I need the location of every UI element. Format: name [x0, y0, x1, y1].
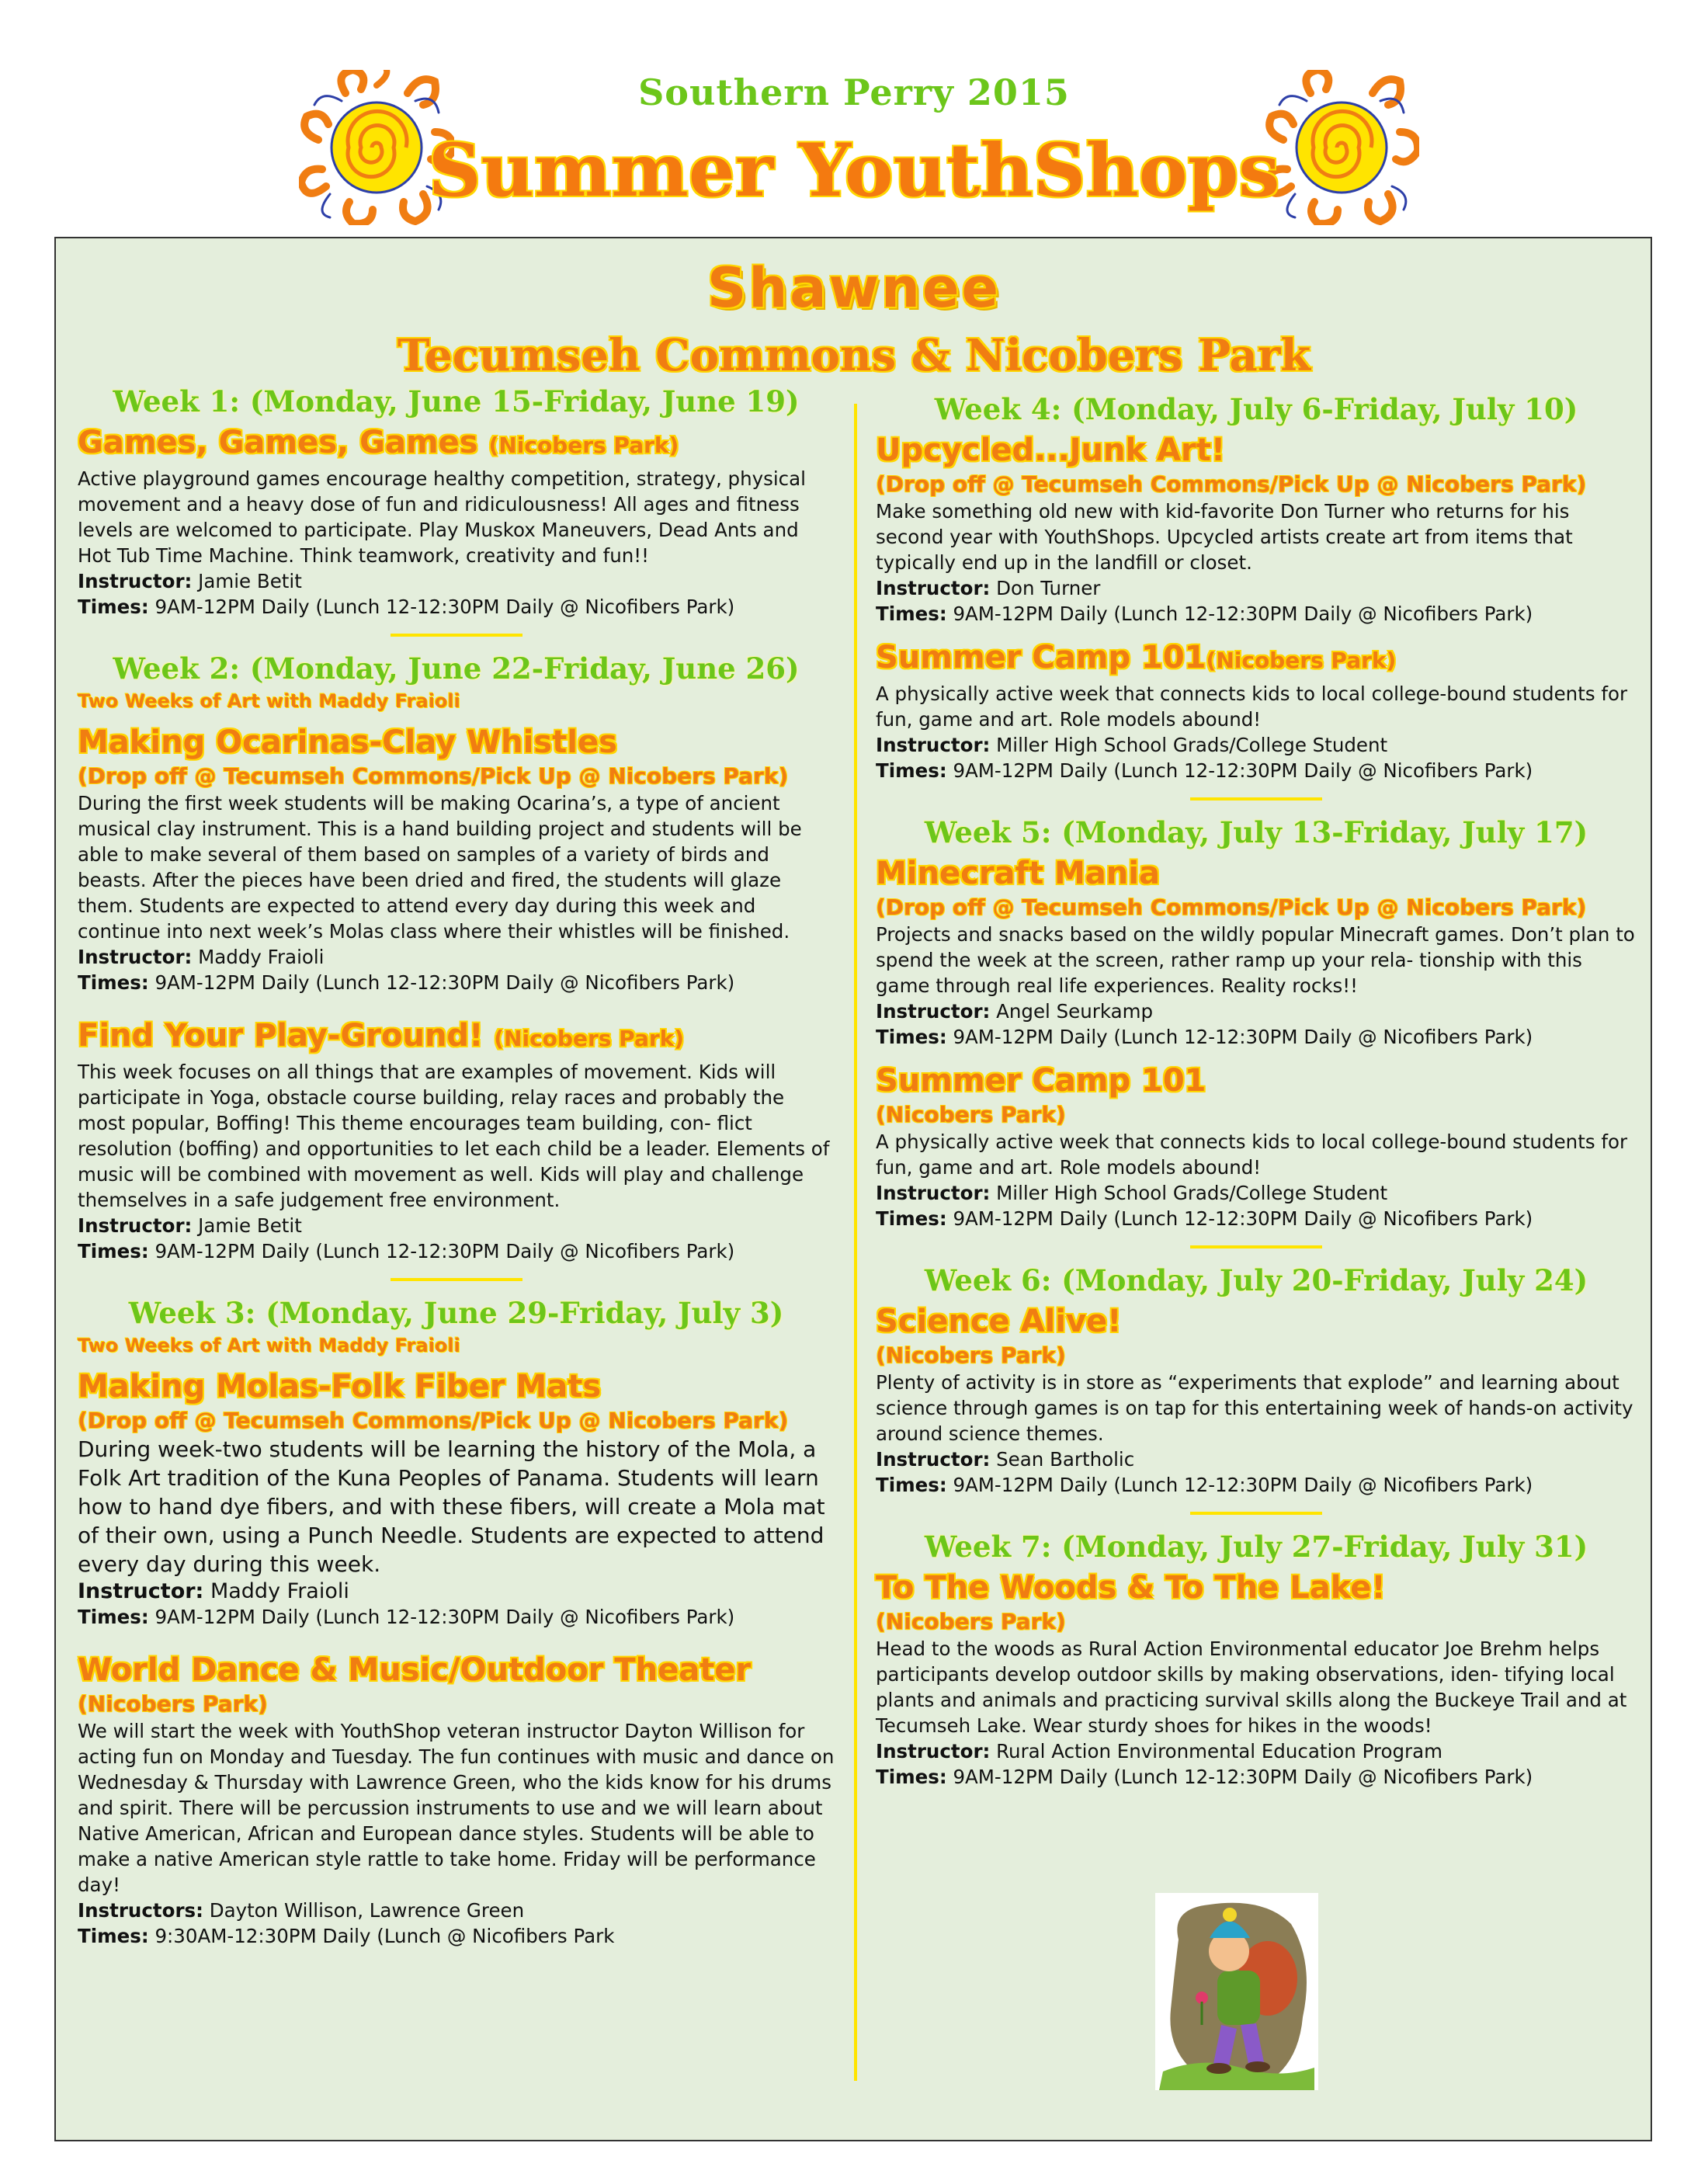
divider: [1190, 1512, 1322, 1515]
course-instructor: Instructor: Miller High School Grads/College Student: [876, 1182, 1388, 1204]
course-description: Active playground games encourage healthy competition, strategy, physical movement and a heavy dose of fun and ridiculousness! All ages and fitness levels are welcomed to participate. Play Muskox Maneuvers, Dead Ants and Hot Tub Time Machine. Think teamwork, creativity and fun!!: [78, 467, 806, 567]
course-times: Times: 9AM-12PM Daily (Lunch 12-12:30PM Daily @ Nicofibers Park): [78, 1240, 735, 1262]
course-times: Times: 9:30AM-12:30PM Daily (Lunch @ Nicofibers Park: [78, 1925, 615, 1947]
course-location: (Drop off @ Tecumseh Commons/Pick Up @ Nicobers Park): [78, 763, 789, 789]
course-location: (Nicobers Park): [876, 1342, 1066, 1368]
course-times: Times: 9AM-12PM Daily (Lunch 12-12:30PM Daily @ Nicofibers Park): [876, 603, 1533, 625]
course-times: Times: 9AM-12PM Daily (Lunch 12-12:30PM Daily @ Nicofibers Park): [78, 1606, 735, 1628]
course-description: Head to the woods as Rural Action Environmental educator Joe Brehm helps participants develop outdoor skills by making observations, iden- tifying local plants and animals and practicing survival skills along the Buckeye Trail and at Tecumseh Lake. Wear sturdy shoes for hikes in the woods!: [876, 1637, 1627, 1737]
course-location: (Nicobers Park): [494, 1026, 685, 1051]
course-location: (Nicobers Park): [78, 1691, 268, 1717]
course-title: Making Ocarinas-Clay Whistles: [78, 724, 617, 760]
course-instructors: Instructors: Dayton Willison, Lawrence Green: [78, 1899, 525, 1922]
course-title: To The Woods & To The Lake!: [876, 1570, 1386, 1606]
course-instructor: Instructor: Maddy Fraioli: [78, 946, 325, 968]
divider: [1190, 797, 1322, 800]
hiking-kid-illustration: [1155, 1893, 1318, 2090]
course-description: Projects and snacks based on the wildly popular Minecraft games. Don’t plan to spend the week at the screen, rather ramp up your rela- tionship with this game through real life experiences. Reality rocks!!: [876, 923, 1635, 997]
course-instructor: Instructor: Jamie Betit: [78, 570, 302, 592]
course-description: This week focuses on all things that are examples of movement. Kids will participate in Yoga, obstacle course building, relay races and probably the most popular, Boffing! This theme encourages team building, con- flict resolution (boffing) and opportunities to let each child be a leader. Elements of music will be combined with movement as well. Kids will play and challenge themselves in a safe judgement free environment.: [78, 1061, 830, 1211]
header: [0, 0, 1708, 233]
course-title: Find Your Play-Ground! (Nicobers Park): [78, 1018, 685, 1054]
locations-title: Tecumseh Commons & Nicobers Park: [397, 330, 1311, 381]
week-subheading: Two Weeks of Art with Maddy Fraioli: [78, 690, 460, 712]
course-location: (Drop off @ Tecumseh Commons/Pick Up @ Nicobers Park): [876, 894, 1587, 920]
week-heading: Week 7: (Monday, July 27-Friday, July 31): [924, 1530, 1588, 1564]
course-description: A physically active week that connects kids to local college-bound students for fun, game and art. Role models abound!: [876, 1130, 1628, 1179]
header-subtitle: Southern Perry 2015: [638, 71, 1070, 113]
week-subheading: Two Weeks of Art with Maddy Fraioli: [78, 1335, 460, 1356]
course-instructor: Instructor: Maddy Fraioli: [78, 1579, 349, 1603]
week-heading: Week 4: (Monday, July 6-Friday, July 10): [934, 392, 1578, 426]
week-heading: Week 5: (Monday, July 13-Friday, July 17): [924, 815, 1588, 849]
course-title: Summer Camp 101: [876, 1063, 1206, 1099]
course-times: Times: 9AM-12PM Daily (Lunch 12-12:30PM Daily @ Nicofibers Park): [876, 1207, 1533, 1230]
course-instructor: Instructor: Angel Seurkamp: [876, 1000, 1154, 1023]
course-description: We will start the week with YouthShop veteran instructor Dayton Willison for acting fun on Monday and Tuesday. The fun continues with music and dance on Wednesday & Thursday with Lawrence Green, who the kids know for his drums and spirit. There will be percussion instruments to use and we will learn about Native American, African and European dance styles. Students will be able to make a native American style rattle to take home. Friday will be performance day!: [78, 1720, 835, 1896]
course-description: Make something old new with kid-favorite Don Turner who returns for his second year with YouthShops. Upcycled artists create art from items that typically end up in the landfill or closet.: [876, 500, 1573, 574]
header-title: Summer YouthShops: [428, 128, 1280, 214]
divider: [1190, 1245, 1322, 1248]
course-location: (Nicobers Park): [876, 1102, 1066, 1127]
course-instructor: Instructor: Sean Bartholic: [876, 1448, 1135, 1471]
left-column: [78, 380, 835, 1949]
course-title: Games, Games, Games (Nicobers Park): [78, 425, 679, 460]
right-column: [876, 380, 1637, 1790]
course-title: Minecraft Mania: [876, 856, 1160, 891]
week-heading: Week 1: (Monday, June 15-Friday, June 19): [113, 384, 800, 418]
course-description: A physically active week that connects kids to local college-bound students for fun, game and art. Role models abound!: [876, 682, 1628, 731]
course-title: Science Alive!: [876, 1304, 1122, 1339]
course-location: (Nicobers Park): [876, 1609, 1066, 1634]
course-times: Times: 9AM-12PM Daily (Lunch 12-12:30PM Daily @ Nicofibers Park): [876, 1766, 1533, 1788]
course-instructor: Instructor: Rural Action Environmental Education Program: [876, 1740, 1442, 1762]
week-heading: Week 6: (Monday, July 20-Friday, July 24): [924, 1263, 1588, 1297]
course-times: Times: 9AM-12PM Daily (Lunch 12-12:30PM Daily @ Nicofibers Park): [78, 971, 735, 994]
course-instructor: Instructor: Jamie Betit: [78, 1214, 302, 1237]
course-description: During the first week students will be making Ocarina’s, a type of ancient musical clay instrument. This is a hand building project and students will be able to make several of them based on samples of a variety of birds and beasts. After the pieces have been dried and fired, the students will glaze them. Students are expected to attend every day during this week and continue into next week’s Molas class where their whistles will be finished.: [78, 792, 802, 943]
course-title: World Dance & Music/Outdoor Theater: [78, 1652, 752, 1688]
divider: [391, 634, 522, 637]
column-divider: [854, 404, 857, 2081]
course-times: Times: 9AM-12PM Daily (Lunch 12-12:30PM Daily @ Nicofibers Park): [78, 596, 735, 618]
course-instructor: Instructor: Miller High School Grads/College Student: [876, 734, 1388, 756]
city-title: Shawnee: [707, 256, 1001, 320]
week-heading: Week 2: (Monday, June 22-Friday, June 26): [113, 651, 800, 686]
course-location: (Drop off @ Tecumseh Commons/Pick Up @ Nicobers Park): [78, 1408, 789, 1433]
course-times: Times: 9AM-12PM Daily (Lunch 12-12:30PM Daily @ Nicofibers Park): [876, 1474, 1533, 1496]
course-times: Times: 9AM-12PM Daily (Lunch 12-12:30PM Daily @ Nicofibers Park): [876, 1026, 1533, 1048]
course-title: Making Molas-Folk Fiber Mats: [78, 1369, 602, 1405]
course-times: Times: 9AM-12PM Daily (Lunch 12-12:30PM Daily @ Nicofibers Park): [876, 759, 1533, 782]
course-location: (Drop off @ Tecumseh Commons/Pick Up @ Nicobers Park): [876, 471, 1587, 497]
divider: [391, 1278, 522, 1281]
course-description: During week-two students will be learning the history of the Mola, a Folk Art tradition of the Kuna Peoples of Panama. Students will learn how to hand dye fibers, and with these fibers, will create a Mola mat of their own, using a Punch Needle. Students are expected to attend every day during this week.: [78, 1436, 825, 1577]
course-location: (Nicobers Park): [488, 432, 679, 458]
course-title: Summer Camp 101(Nicobers Park): [876, 640, 1397, 675]
course-location: (Nicobers Park): [1206, 648, 1397, 673]
course-instructor: Instructor: Don Turner: [876, 577, 1101, 599]
course-description: Plenty of activity is in store as “experiments that explode” and learning about science through games is on tap for this entertaining week of hands-on activity around science themes.: [876, 1371, 1633, 1445]
course-title: Upcycled...Junk Art!: [876, 432, 1226, 468]
week-heading: Week 3: (Monday, June 29-Friday, July 3): [128, 1296, 784, 1330]
